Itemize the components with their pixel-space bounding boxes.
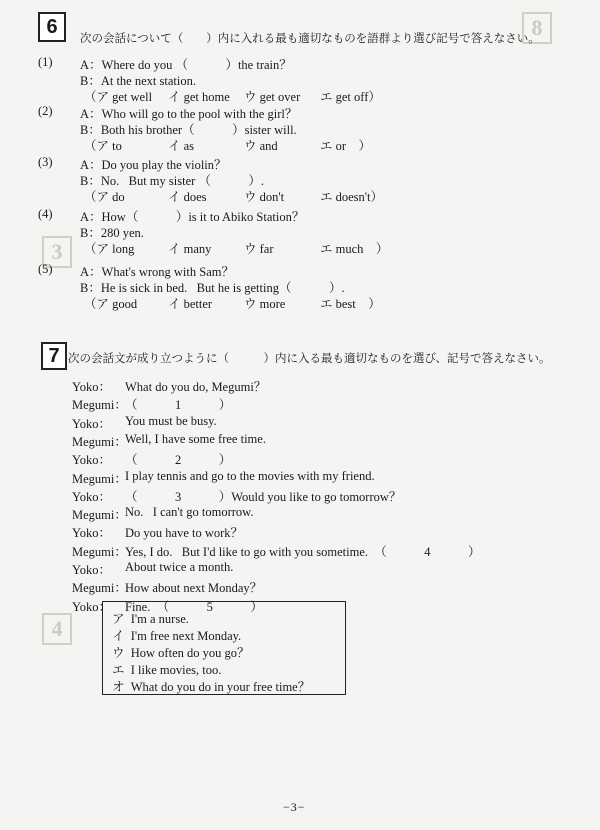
dialogue-speaker: Yoko：	[72, 600, 112, 614]
question-line-b: B：He is sick in bed. But he is getting（ ）.	[80, 281, 345, 295]
answer-choice: （ア get well	[84, 90, 153, 104]
dialogue-text: I play tennis and go to the movies with my friend.	[125, 469, 375, 483]
question-line-a: A：Where do you （ ）the train？	[80, 58, 292, 72]
question-number: (5)	[38, 262, 53, 276]
page-number: −3−	[283, 800, 306, 814]
option-item: オ What do you do in your free time？	[112, 680, 311, 694]
ghost-section-4: 4	[42, 613, 72, 645]
section-7-number: 7	[41, 342, 67, 370]
option-item: イ I'm free next Monday.	[112, 629, 242, 643]
dialogue-text: （ 1 ）	[125, 398, 232, 412]
ghost-section-3: 3	[42, 236, 72, 268]
dialogue-speaker: Yoko：	[72, 417, 112, 431]
answer-choice: （ア good	[84, 297, 138, 311]
question-line-a: A：Who will go to the pool with the girl？	[80, 107, 298, 121]
answer-choice: エ much ）	[320, 242, 389, 256]
option-item: ア I'm a nurse.	[112, 612, 189, 626]
dialogue-speaker: Megumi：	[72, 435, 127, 449]
dialogue-speaker: Megumi：	[72, 398, 127, 412]
option-item: エ I like movies, too.	[112, 663, 222, 677]
dialogue-text: （ 2 ）	[125, 453, 232, 467]
dialogue-text: Well, I have some free time.	[125, 432, 266, 446]
question-line-b: B：At the next station.	[80, 74, 196, 88]
dialogue-text: Fine. （ 5 ）	[125, 600, 263, 614]
question-number: (4)	[38, 207, 53, 221]
answer-choice: エ doesn't）	[320, 190, 384, 204]
dialogue-text: How about next Monday？	[125, 581, 263, 595]
answer-choice: ウ and	[244, 139, 278, 153]
answer-choice: ウ far	[244, 242, 274, 256]
question-line-b: B：No. But my sister （ ）.	[80, 174, 265, 188]
dialogue-speaker: Yoko：	[72, 526, 112, 540]
answer-choice: ウ don't	[244, 190, 285, 204]
answer-choice: イ better	[168, 297, 213, 311]
answer-choice: （ア do	[84, 190, 125, 204]
dialogue-speaker: Megumi：	[72, 472, 127, 486]
option-item: ウ How often do you go？	[112, 646, 250, 660]
dialogue-text: Yes, I do. But I'd like to go with you sometime. （ 4 ）	[125, 545, 481, 559]
question-number: (3)	[38, 155, 53, 169]
dialogue-speaker: Yoko：	[72, 490, 112, 504]
dialogue-text: No. I can't go tomorrow.	[125, 505, 254, 519]
answer-choice: エ get off）	[320, 90, 381, 104]
section-6-instruction: 次の会話について（ ）内に入れる最も適切なものを語群より選び記号で答えなさい。	[80, 31, 540, 45]
answer-choice: （ア to	[84, 139, 122, 153]
dialogue-speaker: Yoko：	[72, 453, 112, 467]
question-number: (2)	[38, 104, 53, 118]
question-line-a: A：How（ ）is it to Abiko Station？	[80, 210, 305, 224]
answer-choice: エ best ）	[320, 297, 381, 311]
answer-choice: ウ get over	[244, 90, 301, 104]
question-line-b: B：280 yen.	[80, 226, 144, 240]
dialogue-text: About twice a month.	[125, 560, 234, 574]
dialogue-text: You must be busy.	[125, 414, 217, 428]
dialogue-text: What do you do, Megumi？	[125, 380, 267, 394]
question-line-a: A：What's wrong with Sam？	[80, 265, 234, 279]
answer-choice: ウ more	[244, 297, 286, 311]
question-line-a: A：Do you play the violin？	[80, 158, 227, 172]
question-number: (1)	[38, 55, 53, 69]
dialogue-speaker: Yoko：	[72, 563, 112, 577]
dialogue-speaker: Megumi：	[72, 508, 127, 522]
answer-choice: イ many	[168, 242, 212, 256]
section-7-instruction: 次の会話文が成り立つように（ ）内に入る最も適切なものを選び、記号で答えなさい。	[68, 351, 551, 365]
dialogue-text: （ 3 ）Would you like to go tomorrow？	[125, 490, 402, 504]
question-line-b: B：Both his brother（ ）sister will.	[80, 123, 297, 137]
dialogue-text: Do you have to work？	[125, 526, 244, 540]
answer-choice: エ or ）	[320, 139, 372, 153]
dialogue-speaker: Megumi：	[72, 545, 127, 559]
ghost-section-8: 8	[522, 12, 552, 44]
answer-choice: イ does	[168, 190, 207, 204]
answer-choice: （ア long	[84, 242, 135, 256]
dialogue-speaker: Yoko：	[72, 380, 112, 394]
answer-choice: イ as	[168, 139, 195, 153]
section-6-number: 6	[38, 12, 66, 42]
answer-choice: イ get home	[168, 90, 230, 104]
dialogue-speaker: Megumi：	[72, 581, 127, 595]
